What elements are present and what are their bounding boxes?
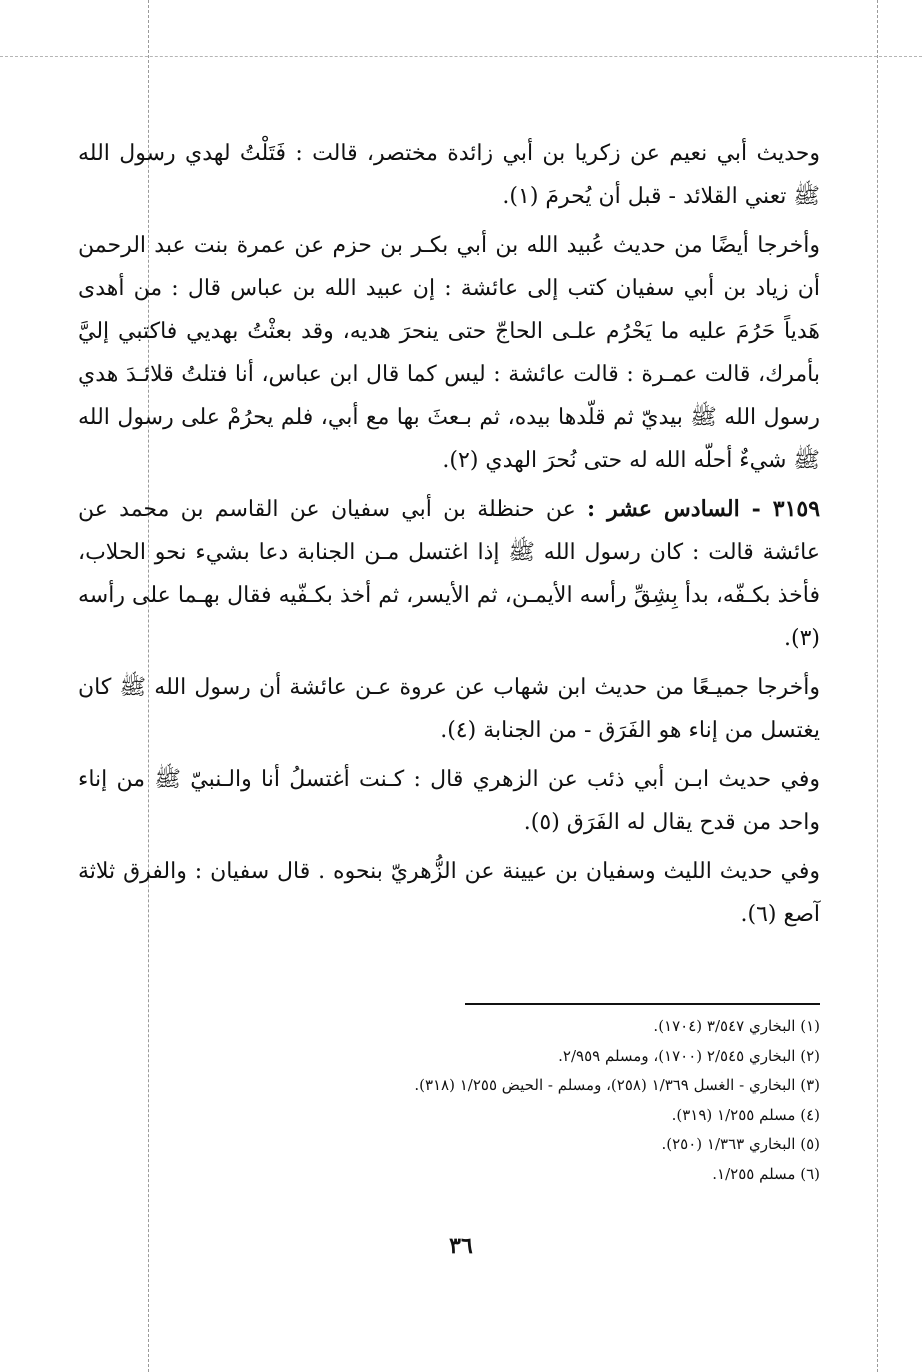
- main-text: [78, 132, 820, 936]
- paragraph-4: وفي حديث ابـن أبي ذئب عن الزهري قال : كـنت أغتسلُ أنا والـنبيّ ﷺ من إناء واحد من قدح يقال له الفَرَق (٥).: [78, 767, 820, 835]
- paragraph-2: وأخرجا أيضًا من حديث عُبيد الله بن أبي بكـر بن حزم عن عمرة بنت عبد الرحمن أن زياد بن أبي سفيان كتب إلى عائشة : إن عبيد الله بن عباس قال : من أهدى هَدياً حَرُمَ عليه ما يَحْرُم علـى الحاجّ حتى ينحرَ هديه، وقد بعثْتُ بهديي فاكتبي إليَّ بأمرك، قالت عمـرة : قالت عائشة : ليس كما قال ابن عباس، أنا فتلتُ قلائـدَ هدي رسول الله ﷺ بيديّ ثم قلّدها بيده، ثم بـعثَ بها مع أبي، فلم يحرُمْ على رسول الله ﷺ شيءٌ أحلّه الله له حتى نُحرَ الهدي (٢).: [78, 233, 820, 473]
- paragraph-5: وفي حديث الليث وسفيان بن عيينة عن الزُّهريّ بنحوه . قال سفيان : والفرق ثلاثة آصع (٦).: [78, 859, 820, 927]
- footnote-3: (٣) البخاري - الغسل ١/٣٦٩ (٢٥٨)، ومسلم - الحيض ١/٢٥٥ (٣١٨).: [414, 1076, 820, 1094]
- margin-guide-top: [0, 56, 922, 57]
- footnote-4: (٤) مسلم ١/٢٥٥ (٣١٩).: [671, 1105, 820, 1124]
- paragraph-1: وحديث أبي نعيم عن زكريا بن أبي زائدة مختصر، قالت : فَتَلْتُ لهدي رسول الله ﷺ تعني القلائد - قبل أن يُحرمَ (١).: [78, 141, 820, 209]
- footnote-2: (٢) البخاري ٢/٥٤٥ (١٧٠٠)، ومسلم ٢/٩٥٩.: [558, 1046, 820, 1065]
- footnote-1: (١) البخاري ٣/٥٤٧ (١٧٠٤).: [653, 1017, 820, 1035]
- footnote-divider: [465, 1003, 820, 1005]
- paragraph-3: وأخرجا جميـعًا من حديث ابن شهاب عن عروة عـن عائشة أن رسول الله ﷺ كان يغتسل من إناء هو الفَرَق - من الجنابة (٤).: [78, 675, 820, 743]
- hadith-text: عن حنظلة بن أبي سفيان عن القاسم بن محمد عن عائشة قالت : كان رسول الله ﷺ إذا اغتسل مـن الجنابة دعا بشيء نحو الحلاب، فأخذ بكـفّه، بدأ بِشِقِّ رأسه الأيمـن، ثم الأيسر، ثم أخذ بكـفّيه فقال بهـما على رأسه (٣).: [78, 497, 820, 651]
- footnotes: [200, 1012, 820, 1189]
- page-number: ٣٦: [449, 1233, 473, 1259]
- hadith-paragraph: [78, 488, 820, 660]
- hadith-number-label: ٣١٥٩ - السادس عشر :: [587, 496, 821, 522]
- footnote-5: (٥) البخاري ١/٣٦٣ (٢٥٠).: [661, 1135, 820, 1153]
- footnote-6: (٦) مسلم ١/٢٥٥.: [712, 1164, 820, 1183]
- margin-guide-right: [877, 0, 878, 1372]
